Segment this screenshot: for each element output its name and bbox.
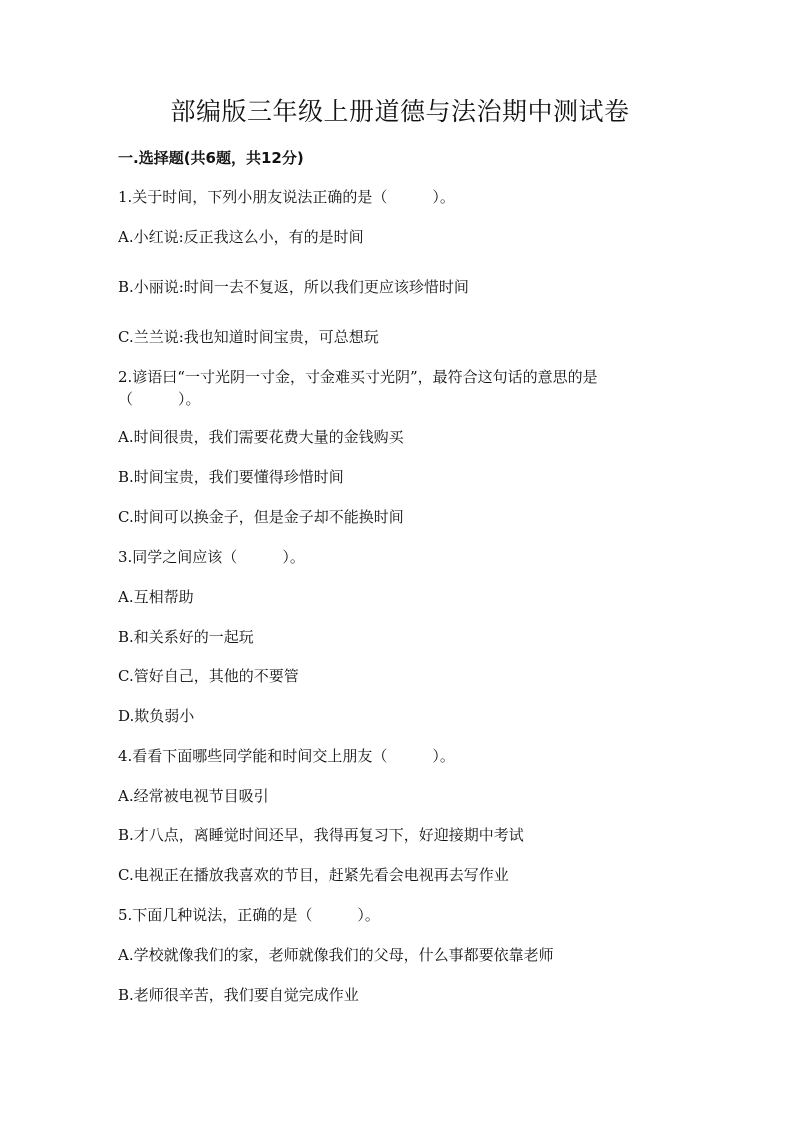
question-1-option-a: A.小红说:反正我这么小，有的是时间 xyxy=(118,228,364,246)
question-1-option-c: C.兰兰说:我也知道时间宝贵，可总想玩 xyxy=(118,328,379,346)
question-5-option-a: A.学校就像我们的家，老师就像我们的父母，什么事都要依靠老师 xyxy=(118,946,554,964)
section-heading: 一.选择题(共6题，共12分) xyxy=(118,149,304,167)
question-2-option-b: B.时间宝贵，我们要懂得珍惜时间 xyxy=(118,468,344,486)
question-3-stem: 3.同学之间应该（ ）。 xyxy=(118,548,305,566)
question-2-option-c: C.时间可以换金子，但是金子却不能换时间 xyxy=(118,508,404,526)
question-2-stem: 2.谚语曰“一寸光阴一寸金，寸金难买寸光阴”，最符合这句话的意思的是（ ）。 xyxy=(118,368,598,408)
question-1-stem: 1.关于时间，下列小朋友说法正确的是（ ）。 xyxy=(118,188,455,206)
question-3-option-d: D.欺负弱小 xyxy=(118,707,195,725)
question-3-option-b: B.和关系好的一起玩 xyxy=(118,628,254,646)
question-2-option-a: A.时间很贵，我们需要花费大量的金钱购买 xyxy=(118,428,404,446)
question-4-option-c: C.电视正在播放我喜欢的节目，赶紧先看会电视再去写作业 xyxy=(118,866,509,884)
page-title: 部编版三年级上册道德与法治期中测试卷 xyxy=(170,97,630,126)
question-1-option-b: B.小丽说:时间一去不复返，所以我们更应该珍惜时间 xyxy=(118,278,469,296)
question-5-option-b: B.老师很辛苦，我们要自觉完成作业 xyxy=(118,986,359,1004)
question-5-stem: 5.下面几种说法，正确的是（ ）。 xyxy=(118,906,380,924)
question-4-option-a: A.经常被电视节目吸引 xyxy=(118,787,269,805)
question-3-option-a: A.互相帮助 xyxy=(118,588,194,606)
question-4-stem: 4.看看下面哪些同学能和时间交上朋友（ ）。 xyxy=(118,747,455,765)
question-3-option-c: C.管好自己，其他的不要管 xyxy=(118,667,299,685)
question-4-option-b: B.才八点，离睡觉时间还早，我得再复习下，好迎接期中考试 xyxy=(118,826,524,844)
